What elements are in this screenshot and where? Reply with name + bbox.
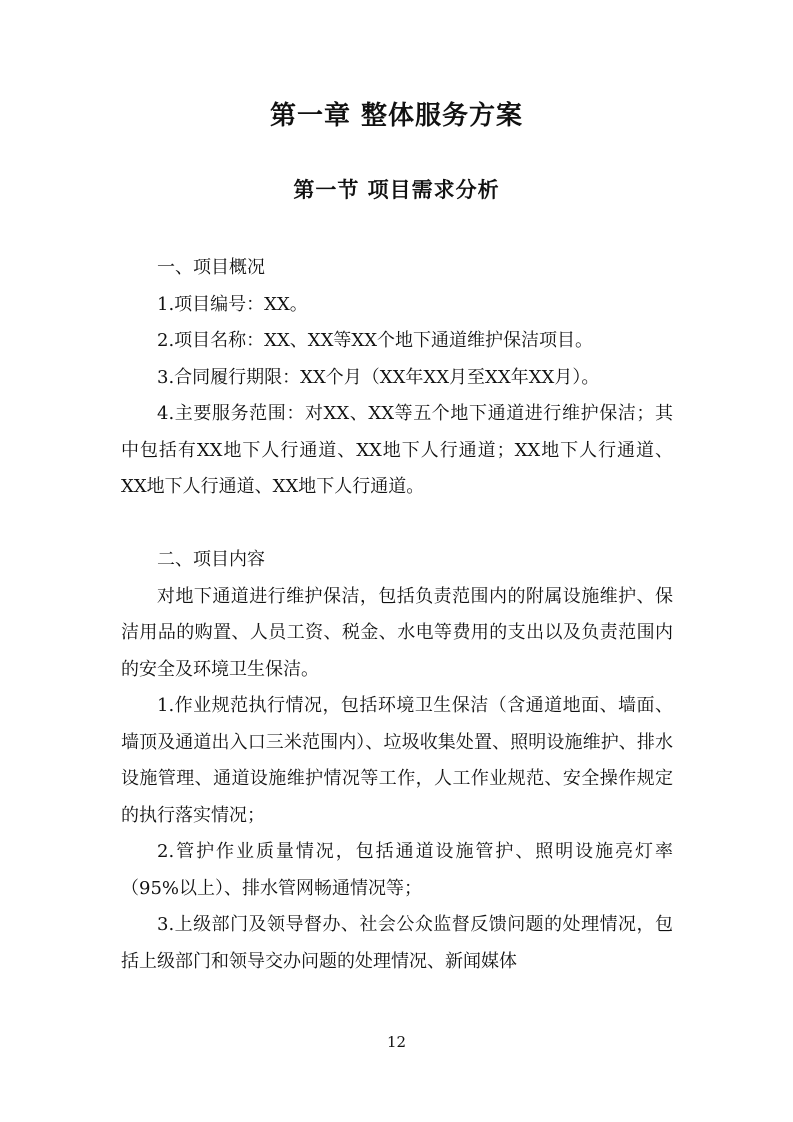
page-number: 12 bbox=[386, 1033, 407, 1051]
chapter-title: 第一章 整体服务方案 bbox=[269, 101, 524, 131]
section1-item: 4.主要服务范围：对XX、XX等五个地下通道进行维护保洁；其中包括有XX地下人行通道、XX地下人行通道；XX地下人行通道、XX地下人行通道、XX地下人行通道。 bbox=[121, 403, 673, 497]
section2-heading: 二、项目内容 bbox=[157, 549, 265, 570]
section2-item: 1.作业规范执行情况，包括环境卫生保洁（含通道地面、墙面、墙顶及通道出入口三米范围内）、垃圾收集处置、照明设施维护、排水设施管理、通道设施维护情况等工作，人工作业规范、安全操作规定的执行落实情况； bbox=[121, 695, 673, 826]
body-text bbox=[121, 250, 673, 980]
section1-item: 3.合同履行期限：XX个月（XX年XX月至XX年XX月）。 bbox=[157, 366, 600, 388]
section2-item: 2.管护作业质量情况，包括通道设施管护、照明设施亮灯率（95%以上）、排水管网畅通情况等； bbox=[121, 841, 673, 899]
section1-heading: 一、项目概况 bbox=[157, 257, 265, 278]
section1-item: 1.项目编号：XX。 bbox=[157, 293, 308, 315]
section1-item: 2.项目名称：XX、XX等XX个地下通道维护保洁项目。 bbox=[157, 330, 594, 351]
section2-item: 3.上级部门及领导督办、社会公众监督反馈问题的处理情况，包括上级部门和领导交办问题的处理情况、新闻媒体 bbox=[121, 914, 673, 972]
section-title: 第一节 项目需求分析 bbox=[293, 178, 500, 202]
section2-intro: 对地下通道进行维护保洁，包括负责范围内的附属设施维护、保洁用品的购置、人员工资、税金、水电等费用的支出以及负责范围内的安全及环境卫生保洁。 bbox=[121, 585, 673, 680]
paragraph-gap bbox=[121, 506, 673, 543]
